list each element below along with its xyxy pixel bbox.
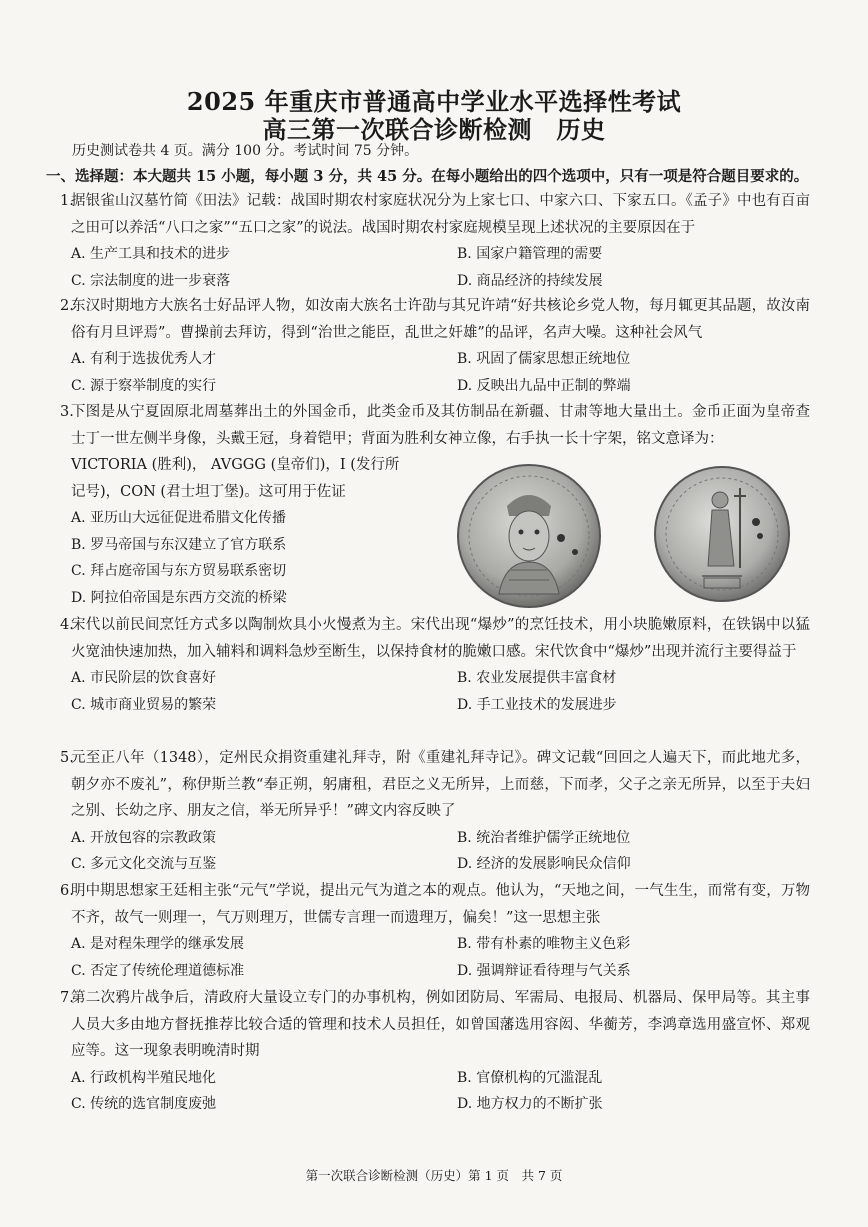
question-5 bbox=[46, 745, 810, 878]
question-1 bbox=[46, 188, 810, 294]
option-c[interactable]: C. 传统的选官制度废弛 bbox=[71, 1096, 217, 1112]
option-group bbox=[71, 825, 810, 878]
option-group bbox=[71, 346, 810, 399]
option-group bbox=[71, 665, 810, 718]
option-b[interactable]: B. 带有朴素的唯物主义色彩 bbox=[457, 936, 631, 952]
option-group bbox=[71, 931, 810, 984]
option-b[interactable]: B. 农业发展提供丰富食材 bbox=[457, 670, 617, 686]
question-number: 2. bbox=[60, 298, 74, 314]
option-c[interactable]: C. 否定了传统伦理道德标准 bbox=[71, 962, 245, 979]
option-d[interactable]: D. 经济的发展影响民众信仰 bbox=[457, 856, 631, 872]
option-a[interactable]: A. 行政机构半殖民地化 bbox=[71, 1069, 217, 1086]
page-footer: 第一次联合诊断检测（历史）第 1 页 共 7 页 bbox=[305, 1168, 563, 1183]
question-number: 6. bbox=[60, 883, 74, 899]
question-4 bbox=[46, 612, 810, 718]
question-7 bbox=[46, 985, 810, 1118]
question-stem: 下图是从宁夏固原北周墓葬出土的外国金币，此类金币及其仿制品在新疆、甘肃等地大量出土。金币正面为皇帝查士丁一世左侧半身像，头戴王冠，身着铠甲；背面为胜利女神立像，右手执一长十字架，铭文意译为： bbox=[71, 404, 810, 447]
question-stem: 元至正八年（1348），定州民众捐资重建礼拜寺，附《重建礼拜寺记》。碑文记载“回回之人遍天下，而此地尤多，朝夕亦不废礼”，称伊斯兰教“奉正朔，躬庸租，君臣之义无所异，上而慈，下而孝，父子之亲无所异，以至于夫妇之别、长幼之序、朋友之信，举无所异乎！”碑文内容反映了 bbox=[71, 750, 810, 819]
option-b[interactable]: B. 罗马帝国与东汉建立了官方联系 bbox=[71, 536, 287, 553]
option-group bbox=[71, 241, 810, 294]
option-d[interactable]: D. 反映出九品中正制的弊端 bbox=[457, 377, 631, 394]
coin-obverse-image bbox=[455, 462, 603, 610]
option-a[interactable]: A. 是对程朱理学的继承发展 bbox=[71, 936, 245, 952]
option-a[interactable]: A. 生产工具和技术的进步 bbox=[71, 246, 231, 262]
question-2 bbox=[46, 293, 810, 399]
option-b[interactable]: B. 巩固了儒家思想正统地位 bbox=[457, 351, 631, 367]
question-number: 4. bbox=[60, 617, 74, 633]
option-a[interactable]: A. 亚历山大远征促进希腊文化传播 bbox=[71, 510, 287, 526]
stem-line: VICTORIA (胜利)， AVGGG (皇帝们)，Ⅰ (发行所 bbox=[71, 457, 400, 473]
option-c[interactable]: C. 城市商业贸易的繁荣 bbox=[71, 696, 217, 713]
question-stem: 东汉时期地方大族名士好品评人物，如汝南大族名士许劭与其兄许靖“好共核论乡党人物，每月辄更其品题，故汝南俗有月旦评焉”。曹操前去拜访，得到“治世之能臣，乱世之奸雄”的品评，名声大噪。这种社会风气 bbox=[71, 298, 810, 341]
question-number: 3. bbox=[60, 404, 74, 420]
question-stem: 明中期思想家王廷相主张“元气”学说，提出元气为道之本的观点。他认为，“天地之间，一气生生，而常有变，万物不齐，故气一则理一，气万则理万，世儒专言理一而遗理万，偏矣！”这一思想主张 bbox=[71, 883, 810, 926]
question-6 bbox=[46, 878, 810, 984]
option-b[interactable]: B. 统治者维护儒学正统地位 bbox=[457, 829, 631, 846]
question-number: 1. bbox=[60, 193, 74, 209]
question-number: 7. bbox=[60, 990, 74, 1006]
option-b[interactable]: B. 官僚机构的冗滥混乱 bbox=[457, 1069, 603, 1086]
section-heading: 一、选择题：本大题共 15 小题，每小题 3 分，共 45 分。在每小题给出的四个选项中，只有一项是符合题目要求的。 bbox=[46, 168, 809, 185]
question-stem: 第二次鸦片战争后，清政府大量设立专门的办事机构，例如团防局、军需局、电报局、机器局、保甲局等。其主事人员大多由地方督抚推荐比较合适的管理和技术人员担任，如曾国藩选用容闳、华蘅芳，李鸿章选用盛宣怀、郑观应等。这一现象表明晚清时期 bbox=[71, 990, 810, 1059]
stem-line: 记号)，CON (君士坦丁堡)。这可用于佐证 bbox=[71, 483, 346, 500]
option-d[interactable]: D. 地方权力的不断扩张 bbox=[457, 1096, 603, 1112]
option-d[interactable]: D. 手工业技术的发展进步 bbox=[457, 696, 617, 713]
option-c[interactable]: C. 拜占庭帝国与东方贸易联系密切 bbox=[71, 563, 287, 579]
coin-reverse-image bbox=[652, 464, 792, 604]
option-c[interactable]: C. 多元文化交流与互鉴 bbox=[71, 856, 217, 872]
exam-info: 历史测试卷共 4 页。满分 100 分。考试时间 75 分钟。 bbox=[72, 143, 419, 159]
question-stem: 宋代以前民间烹饪方式多以陶制炊具小火慢煮为主。宋代出现“爆炒”的烹饪技术，用小块脆嫩原料，在铁锅中以猛火宽油快速加热，加入辅料和调料急炒至断生，以保持食材的脆嫩口感。宋代饮食中“爆炒”出现并流行主要得益于 bbox=[71, 617, 810, 660]
option-group bbox=[71, 1065, 810, 1118]
option-a[interactable]: A. 有利于选拔优秀人才 bbox=[71, 351, 217, 367]
question-stem: 据银雀山汉墓竹简《田法》记载：战国时期农村家庭状况分为上家七口、中家六口、下家五口。《孟子》中也有百亩之田可以养活“八口之家”“五口之家”的说法。战国时期农村家庭规模呈现上述状况的主要原因在于 bbox=[71, 193, 810, 236]
exam-subtitle: 高三第一次联合诊断检测 历史 bbox=[262, 115, 606, 144]
option-d[interactable]: D. 商品经济的持续发展 bbox=[457, 272, 603, 289]
option-c[interactable]: C. 宗法制度的进一步衰落 bbox=[71, 272, 231, 289]
option-d[interactable]: D. 阿拉伯帝国是东西方交流的桥梁 bbox=[71, 589, 287, 606]
question-number: 5. bbox=[60, 750, 74, 766]
option-d[interactable]: D. 强调辩证看待理与气关系 bbox=[457, 962, 631, 979]
option-a[interactable]: A. 开放包容的宗教政策 bbox=[71, 829, 217, 846]
exam-title: 2025 年重庆市普通高中学业水平选择性考试 bbox=[186, 87, 682, 116]
option-b[interactable]: B. 国家户籍管理的需要 bbox=[457, 246, 603, 262]
option-c[interactable]: C. 源于察举制度的实行 bbox=[71, 377, 217, 394]
option-a[interactable]: A. 市民阶层的饮食喜好 bbox=[71, 670, 217, 686]
